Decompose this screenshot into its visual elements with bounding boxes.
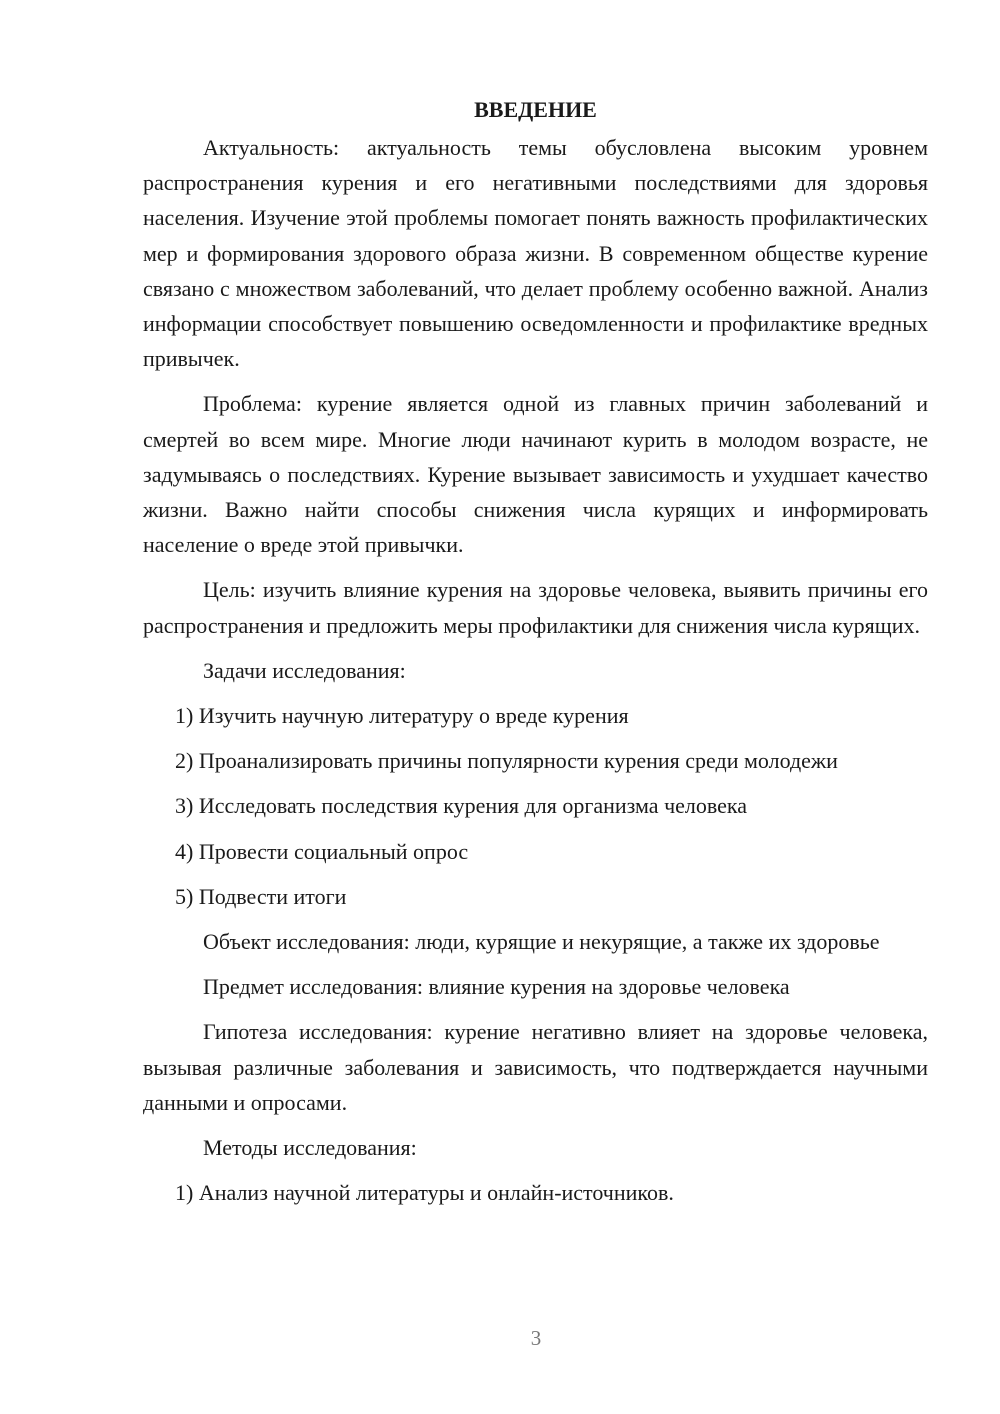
document-page xyxy=(143,92,928,1220)
hypothesis-paragraph: Гипотеза исследования: курение негативно влияет на здоровье человека, вызывая различные заболевания и зависимость, что подтверждается научными данными и опросами. xyxy=(143,1019,928,1115)
object-paragraph: Объект исследования: люди, курящие и некурящие, а также их здоровье xyxy=(203,929,880,955)
task-item-3: 3) Исследовать последствия курения для организма человека xyxy=(175,793,748,819)
task-item-2: 2) Проанализировать причины популярности курения среди молодежи xyxy=(175,748,838,774)
task-item-4: 4) Провести социальный опрос xyxy=(175,838,469,864)
page-number: 3 xyxy=(530,1326,542,1350)
goal-paragraph: Цель: изучить влияние курения на здоровье человека, выявить причины его распространения и предложить меры профилактики для снижения числа курящих. xyxy=(143,577,928,638)
task-item-5: 5) Подвести итоги xyxy=(175,883,347,909)
methods-title: Методы исследования: xyxy=(203,1135,417,1161)
problem-paragraph: Проблема: курение является одной из главных причин заболеваний и смертей во всем мире. Многие люди начинают курить в молодом возрасте, не задумываясь о последствиях. Курение вызывает зависимость и ухудшает качество жизни. Важно найти способы снижения числа курящих и информировать население о вреде этой привычки. xyxy=(143,391,928,558)
relevance-paragraph: Актуальность: актуальность темы обусловлена высоким уровнем распространения курения и его негативными последствиями для здоровья населения. Изучение этой проблемы помогает понять важность профилактических мер и формирования здорового образа жизни. В современном обществе курение связано с множеством заболеваний, что делает проблему особенно важной. Анализ информации способствует повышению осведомленности и профилактике вредных привычек. xyxy=(143,135,928,372)
task-item-1: 1) Изучить научную литературу о вреде курения xyxy=(175,703,629,729)
tasks-title: Задачи исследования: xyxy=(203,657,406,683)
subject-line: Предмет исследования: влияние курения на здоровье человека xyxy=(203,974,790,1000)
method-item-1: 1) Анализ научной литературы и онлайн-источников. xyxy=(175,1180,674,1206)
section-heading: ВВЕДЕНИЕ xyxy=(474,97,597,122)
